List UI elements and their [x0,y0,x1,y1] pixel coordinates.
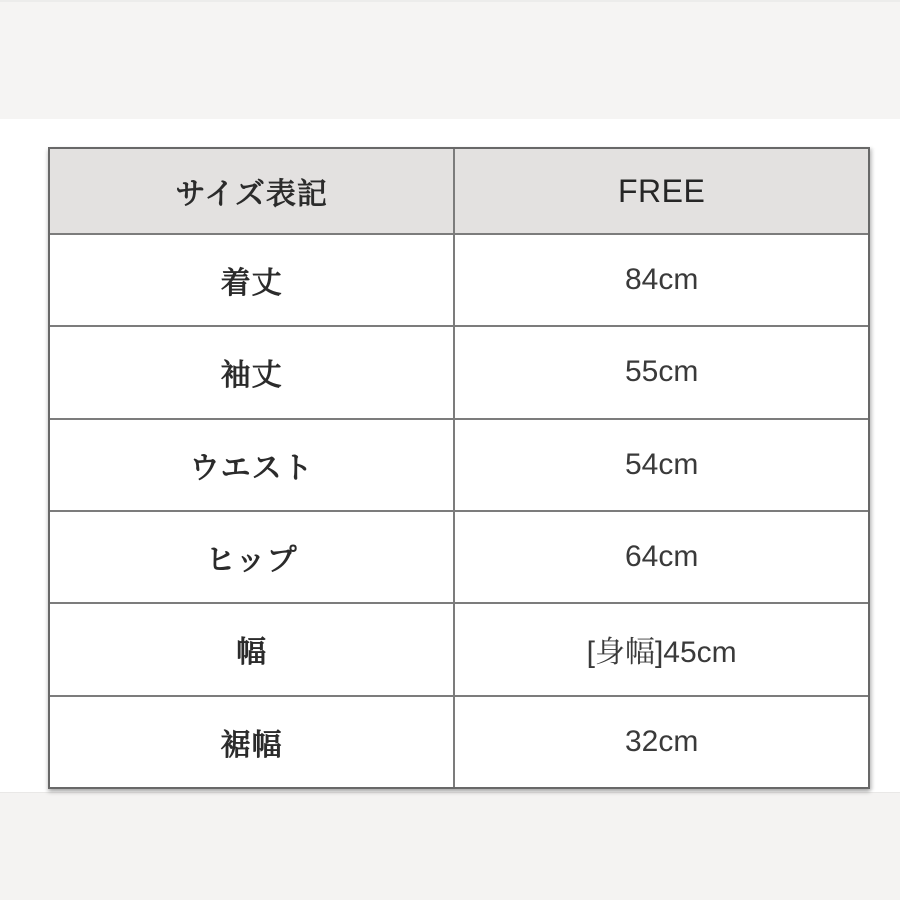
row-value-cell [455,512,868,602]
table-row-body-length [50,233,868,325]
header-size-notation-cell [50,149,455,233]
row-value: 64cm [624,540,699,574]
row-label: ウエスト [189,451,314,485]
table-row-hem-width [50,695,868,787]
header-free-cell [455,149,868,233]
table-header-row [50,149,868,233]
row-label: 袖丈 [220,359,283,393]
row-label: 裾幅 [220,728,283,762]
row-label-cell [50,512,455,602]
row-label-cell [50,420,455,510]
row-label-cell [50,327,455,417]
table-row-width [50,602,868,694]
table-row-sleeve-length [50,325,868,417]
row-value-cell [455,235,868,325]
row-label-cell [50,697,455,787]
table-row-waist [50,418,868,510]
row-value-cell [455,697,868,787]
row-value-cell [455,327,868,417]
header-free-label: FREE [617,172,706,209]
row-value-cell [455,604,868,694]
row-label: 幅 [236,636,268,670]
row-value: [身幅]45cm [586,636,737,670]
row-value: 54cm [624,447,699,481]
top-gutter-band [0,0,900,119]
header-size-notation-label: サイズ表記 [175,178,328,211]
row-value-cell [455,420,868,510]
row-value: 84cm [624,263,699,297]
row-label-cell [50,604,455,694]
row-value: 32cm [624,724,699,758]
row-value: 55cm [624,355,699,389]
row-label: ヒップ [205,544,298,578]
row-label-cell [50,235,455,325]
bottom-gutter-band [0,792,900,900]
row-label: 着丈 [220,267,283,301]
size-spec-table [48,147,870,789]
table-row-hip [50,510,868,602]
